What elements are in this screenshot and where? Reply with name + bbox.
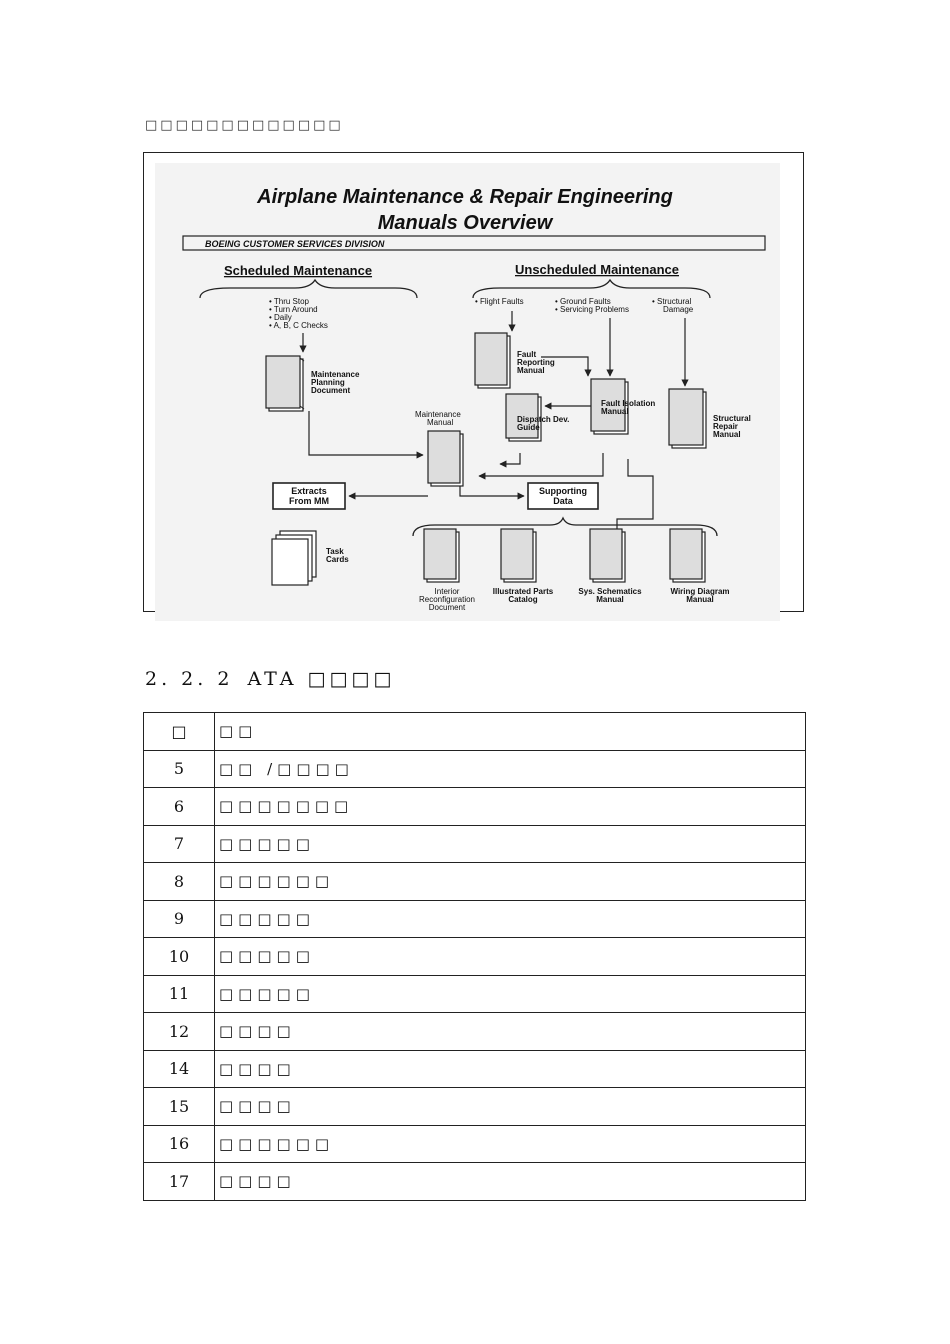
diagram-title-line1: Airplane Maintenance & Repair Engineering [257,186,673,208]
extracts-label: From MM [289,496,329,506]
division-label: BOEING CUSTOMER SERVICES DIVISION [205,239,385,249]
table-row [144,975,806,1013]
chapter-number: 9 [144,900,215,938]
ground-faults-label: • Ground Faults [555,297,611,306]
chapter-title: □□□□ [215,1163,806,1201]
table-row [144,1163,806,1201]
chapter-number: 17 [144,1163,215,1201]
flight-faults-label: • Flight Faults [475,297,524,306]
manuals-diagram [155,163,780,621]
chapter-title: □□□□ [215,1050,806,1088]
wdm-book-icon [670,529,705,582]
fim-label: Manual [601,407,629,416]
chapter-title: □□□□ [215,1088,806,1126]
ird-book-icon [424,529,459,582]
chapter-title: □□□□ [215,1013,806,1051]
mm-label: Maintenance [415,410,461,419]
table-row [144,750,806,788]
table-row [144,1088,806,1126]
srm-label: Manual [713,430,741,439]
table-row [144,938,806,976]
ddg-label: Dispatch Dev. [517,415,570,424]
wdm-label: Wiring Diagram [670,587,730,596]
wdm-label: Manual [686,595,714,604]
ddg-label: Guide [517,423,540,432]
table-row [144,1013,806,1051]
chapter-number: 15 [144,1088,215,1126]
scheduled-heading: Scheduled Maintenance [223,263,373,278]
figure-caption: □□□□□□□□□□□□□ [145,118,344,133]
ata-chapter-table [143,712,806,1201]
chapter-number: 12 [144,1013,215,1051]
chapter-title: □□□□□ [215,938,806,976]
supporting-label: Supporting [539,486,587,496]
chapter-title: □□ /□□□□ [215,750,806,788]
table-row [144,825,806,863]
header-title: □□ [215,713,806,751]
ipc-label: Illustrated Parts [492,587,554,596]
frm-label: Reporting [517,358,555,367]
ipc-label: Catalog [508,595,538,604]
frm-label: Manual [517,366,545,375]
scheduled-brace [200,280,417,298]
frm-label: Fault [517,350,537,359]
supporting-label: Data [553,496,573,506]
chapter-title: □□□□□□ [215,1125,806,1163]
table-row [144,1125,806,1163]
unscheduled-brace [473,280,710,298]
fim-label: Fault Isolation [601,399,656,408]
srm-label: Structural [713,414,751,423]
ird-label: Interior [434,587,460,596]
sched-item: • A, B, C Checks [269,321,328,330]
ssm-label: Sys. Schematics [578,587,642,596]
frm-book-icon [475,333,510,388]
structural-label: • Structural [652,297,692,306]
extracts-label: Extracts [291,486,327,496]
task-cards-label: Task [326,547,344,556]
section-title: ATA □□□□ [247,668,396,690]
manuals-overview-figure [143,152,804,612]
mm-book-icon [428,431,463,486]
mpd-label: Planning [311,378,345,387]
table-header-row [144,713,806,751]
table-row [144,900,806,938]
chapter-number: 8 [144,863,215,901]
header-chapter: □ [144,713,215,751]
srm-book-icon [669,389,706,448]
mm-label: Manual [427,418,454,427]
damage-label: Damage [663,305,694,314]
chapter-number: 16 [144,1125,215,1163]
ssm-label: Manual [596,595,624,604]
sched-item: • Thru Stop [269,297,310,306]
section-number: 2. 2. 2 [145,668,234,690]
mpd-label: Document [311,386,351,395]
chapter-title: □□□□□ [215,900,806,938]
sched-item: • Daily [269,313,292,322]
table-row [144,863,806,901]
mpd-label: Maintenance [311,370,360,379]
ird-label: Document [428,603,466,612]
chapter-title: □□□□□□□ [215,788,806,826]
chapter-number: 7 [144,825,215,863]
chapter-number: 14 [144,1050,215,1088]
ird-label: Reconfiguration [418,595,476,604]
chapter-number: 5 [144,750,215,788]
mpd-book-icon [266,356,304,411]
unscheduled-heading: Unscheduled Maintenance [515,262,679,277]
section-heading [145,668,395,690]
chapter-title: □□□□□□ [215,863,806,901]
chapter-title: □□□□□ [215,975,806,1013]
chapter-number: 10 [144,938,215,976]
table-row [144,1050,806,1088]
servicing-problems-label: • Servicing Problems [555,305,629,314]
task-cards-icon [272,531,316,585]
diagram-title-line2: Manuals Overview [377,212,553,234]
ipc-book-icon [501,529,536,582]
ssm-book-icon [590,529,625,582]
figure-scan [155,163,780,621]
sched-item: • Turn Around [269,305,318,314]
table-row [144,788,806,826]
srm-label: Repair [713,422,738,431]
chapter-number: 6 [144,788,215,826]
chapter-number: 11 [144,975,215,1013]
task-cards-label: Cards [326,555,349,564]
chapter-title: □□□□□ [215,825,806,863]
